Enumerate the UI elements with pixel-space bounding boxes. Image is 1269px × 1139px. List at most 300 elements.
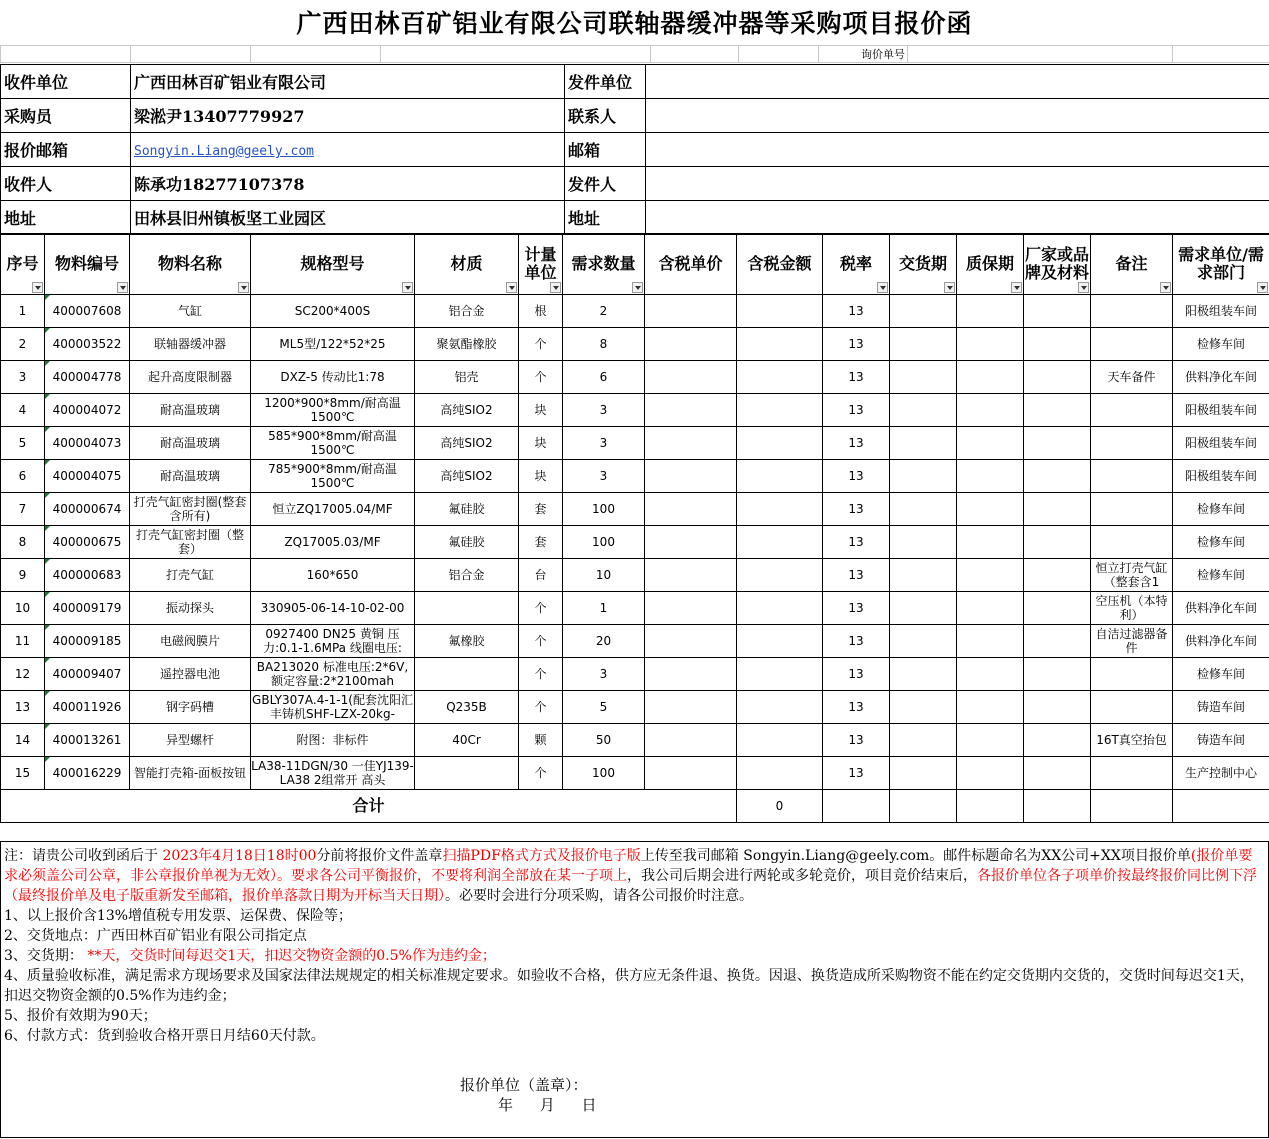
cell-spec[interactable]: 585*900*8mm/耐高温1500℃: [251, 427, 415, 460]
cell-no[interactable]: 12: [1, 658, 45, 691]
cell-dept[interactable]: 检修车间: [1173, 328, 1269, 361]
header-warranty: 质保期: [957, 234, 1024, 295]
cell-brand[interactable]: [1024, 460, 1091, 493]
cell-code[interactable]: 400009407: [45, 658, 130, 691]
cell-dept[interactable]: 铸造车间: [1173, 691, 1269, 724]
cell-unit[interactable]: 块: [519, 427, 563, 460]
text-number-marker-icon: [45, 295, 50, 300]
cell-delivery[interactable]: [890, 724, 957, 757]
cell-spec[interactable]: GBLY307A.4-1-1(配套沈阳汇丰铸机SHF-LZX-20kg-: [251, 691, 415, 724]
cell-price[interactable]: [645, 724, 737, 757]
table-row: [1, 394, 1269, 427]
cell-dept[interactable]: 供料净化车间: [1173, 361, 1269, 394]
cell-tax[interactable]: 13: [823, 724, 890, 757]
cell-price[interactable]: [645, 295, 737, 328]
total-row: [1, 790, 1269, 823]
cell-unit[interactable]: 套: [519, 493, 563, 526]
cell-spec[interactable]: 0927400 DN25 黄铜 压力:0.1-1.6MPa 线圈电压:: [251, 625, 415, 658]
cell-spec[interactable]: 附图：非标件: [251, 724, 415, 757]
filter-dropdown-icon[interactable]: [1160, 282, 1171, 293]
total-empty-cell[interactable]: [823, 790, 890, 823]
cell-warranty[interactable]: [957, 625, 1024, 658]
cell-unit[interactable]: 颗: [519, 724, 563, 757]
cell-price[interactable]: [645, 757, 737, 790]
cell-no[interactable]: 7: [1, 493, 45, 526]
cell-name[interactable]: 耐高温玻璃: [130, 460, 251, 493]
email-label: 报价邮箱: [1, 133, 131, 167]
filter-dropdown-icon[interactable]: [238, 282, 249, 293]
cell-material[interactable]: 高纯SIO2: [415, 427, 519, 460]
inquiry-row: [0, 45, 1269, 63]
cell-brand[interactable]: [1024, 493, 1091, 526]
cell-qty[interactable]: 1: [563, 592, 645, 625]
cell-material[interactable]: 铝壳: [415, 361, 519, 394]
cell-spec[interactable]: ML5型/122*52*25: [251, 328, 415, 361]
cell-qty[interactable]: 6: [563, 361, 645, 394]
notes-paragraph: 注：请贵公司收到函后于 2023年4月18日18时00分前将报价文件盖章扫描PDF格式方式及报价电子版上传至我司邮箱 Songyin.Liang@geely.com。邮件标题命名为XX公司+XX项目报价单(报价单要求必须盖公司公章，非公章报价单视为无效）。要求各公司平衡报价，不要将利润全部放在某一子项上，我公司后期会进行两轮或多轮竞价，项目竞价结束后，各报价单位各子项单价按最终报价同比例下浮（最终报价单及电子版重新发至邮箱，报价单落款日期为开标当天日期）。必要时会进行分项采购，请各公司报价时注意。: [4, 848, 1257, 904]
cell-brand[interactable]: [1024, 295, 1091, 328]
cell-amount[interactable]: [737, 328, 823, 361]
note-item-5: 5、报价有效期为90天；: [4, 1008, 157, 1024]
cell-note[interactable]: [1091, 328, 1173, 361]
cell-delivery[interactable]: [890, 394, 957, 427]
cell-amount[interactable]: [737, 724, 823, 757]
text-number-marker-icon: [45, 625, 50, 630]
recv-unit-value[interactable]: 广西田林百矿铝业有限公司: [131, 65, 565, 99]
cell-qty[interactable]: 3: [563, 427, 645, 460]
filter-dropdown-icon[interactable]: [117, 282, 128, 293]
cell-tax[interactable]: 13: [823, 427, 890, 460]
cell-tax[interactable]: 13: [823, 559, 890, 592]
email-link[interactable]: Songyin.Liang@geely.com: [134, 144, 315, 159]
total-empty-cell[interactable]: [957, 790, 1024, 823]
cell-code[interactable]: 400004073: [45, 427, 130, 460]
cell-price[interactable]: [645, 526, 737, 559]
cell-unit[interactable]: 个: [519, 361, 563, 394]
cell-note[interactable]: 空压机（本特利）: [1091, 592, 1173, 625]
cell-price[interactable]: [645, 592, 737, 625]
total-empty-cell[interactable]: [1173, 790, 1269, 823]
email-value[interactable]: [131, 133, 565, 167]
cell-unit[interactable]: 个: [519, 592, 563, 625]
cell-warranty[interactable]: [957, 295, 1024, 328]
cell-no[interactable]: 15: [1, 757, 45, 790]
filter-dropdown-icon[interactable]: [506, 282, 517, 293]
cell-material[interactable]: 40Cr: [415, 724, 519, 757]
cell-name[interactable]: 打壳气缸密封圈（整套）: [130, 526, 251, 559]
addr2-value[interactable]: [646, 201, 1269, 235]
cell-note[interactable]: [1091, 427, 1173, 460]
cell-warranty[interactable]: [957, 427, 1024, 460]
cell-code[interactable]: 400004778: [45, 361, 130, 394]
receiver-label: 收件人: [1, 167, 131, 201]
cell-tax[interactable]: 13: [823, 691, 890, 724]
cell-spec[interactable]: 160*650: [251, 559, 415, 592]
cell-qty[interactable]: 100: [563, 493, 645, 526]
cell-amount[interactable]: [737, 526, 823, 559]
cell-brand[interactable]: [1024, 328, 1091, 361]
cell-tax[interactable]: 13: [823, 295, 890, 328]
cell-warranty[interactable]: [957, 493, 1024, 526]
note-item-6: 6、付款方式：货到验收合格开票日月结60天付款。: [4, 1028, 325, 1044]
cell-material[interactable]: 氟硅胶: [415, 526, 519, 559]
cell-no[interactable]: 13: [1, 691, 45, 724]
cell-code[interactable]: 400000674: [45, 493, 130, 526]
cell-amount[interactable]: [737, 691, 823, 724]
cell-name[interactable]: 异型螺杆: [130, 724, 251, 757]
cell-note[interactable]: [1091, 658, 1173, 691]
cell-tax[interactable]: 13: [823, 757, 890, 790]
cell-name[interactable]: 耐高温玻璃: [130, 427, 251, 460]
cell-name[interactable]: 电磁阀膜片: [130, 625, 251, 658]
text-number-marker-icon: [45, 427, 50, 432]
cell-material[interactable]: 铝合金: [415, 295, 519, 328]
address-value[interactable]: 田林县旧州镇板坚工业园区: [131, 201, 565, 235]
cell-amount[interactable]: [737, 658, 823, 691]
text-number-marker-icon: [45, 724, 50, 729]
cell-delivery[interactable]: [890, 460, 957, 493]
cell-amount[interactable]: [737, 394, 823, 427]
cell-qty[interactable]: 2: [563, 295, 645, 328]
table-row: [1, 724, 1269, 757]
buyer-value[interactable]: 梁淞尹13407779927: [131, 99, 565, 133]
cell-brand[interactable]: [1024, 526, 1091, 559]
cell-qty[interactable]: 3: [563, 460, 645, 493]
cell-spec[interactable]: ZQ17005.03/MF: [251, 526, 415, 559]
cell-dept[interactable]: 阳极组装车间: [1173, 394, 1269, 427]
cell-unit[interactable]: 块: [519, 394, 563, 427]
cell-amount[interactable]: [737, 559, 823, 592]
table-row: [1, 691, 1269, 724]
cell-no[interactable]: 14: [1, 724, 45, 757]
cell-material[interactable]: 高纯SIO2: [415, 394, 519, 427]
cell-price[interactable]: [645, 427, 737, 460]
receiver-value[interactable]: 陈承功18277107378: [131, 167, 565, 201]
cell-no[interactable]: 8: [1, 526, 45, 559]
cell-tax[interactable]: 13: [823, 493, 890, 526]
cell-spec[interactable]: 785*900*8mm/耐高温1500℃: [251, 460, 415, 493]
addr2-label: 地址: [565, 201, 646, 235]
cell-unit[interactable]: 个: [519, 691, 563, 724]
cell-no[interactable]: 1: [1, 295, 45, 328]
cell-price[interactable]: [645, 559, 737, 592]
cell-code[interactable]: 400004072: [45, 394, 130, 427]
total-empty-cell[interactable]: [890, 790, 957, 823]
cell-warranty[interactable]: [957, 328, 1024, 361]
cell-no[interactable]: 4: [1, 394, 45, 427]
cell-price[interactable]: [645, 460, 737, 493]
cell-unit[interactable]: 个: [519, 757, 563, 790]
cell-warranty[interactable]: [957, 394, 1024, 427]
filter-dropdown-icon[interactable]: [632, 282, 643, 293]
cell-note[interactable]: [1091, 691, 1173, 724]
cell-code[interactable]: 400000683: [45, 559, 130, 592]
header-brand: 厂家或品牌及材料: [1024, 234, 1091, 295]
cell-brand[interactable]: [1024, 691, 1091, 724]
cell-name[interactable]: 振动探头: [130, 592, 251, 625]
cell-delivery[interactable]: [890, 295, 957, 328]
cell-dept[interactable]: 供料净化车间: [1173, 625, 1269, 658]
cell-note[interactable]: 16T真空抬包: [1091, 724, 1173, 757]
cell-unit[interactable]: 台: [519, 559, 563, 592]
cell-code[interactable]: 400004075: [45, 460, 130, 493]
cell-delivery[interactable]: [890, 757, 957, 790]
cell-tax[interactable]: 13: [823, 625, 890, 658]
table-row: [1, 295, 1269, 328]
cell-warranty[interactable]: [957, 592, 1024, 625]
cell-name[interactable]: 钢字码槽: [130, 691, 251, 724]
cell-name[interactable]: 联轴器缓冲器: [130, 328, 251, 361]
cell-tax[interactable]: 13: [823, 592, 890, 625]
cell-dept[interactable]: 检修车间: [1173, 658, 1269, 691]
cell-note[interactable]: [1091, 460, 1173, 493]
cell-name[interactable]: 气缸: [130, 295, 251, 328]
cell-brand[interactable]: [1024, 394, 1091, 427]
cell-note[interactable]: [1091, 526, 1173, 559]
cell-note[interactable]: [1091, 757, 1173, 790]
cell-dept[interactable]: 供料净化车间: [1173, 592, 1269, 625]
cell-brand[interactable]: [1024, 592, 1091, 625]
header-tax: 税率: [823, 234, 890, 295]
cell-delivery[interactable]: [890, 328, 957, 361]
cell-qty[interactable]: 8: [563, 328, 645, 361]
cell-amount[interactable]: [737, 361, 823, 394]
table-row: [1, 757, 1269, 790]
cell-no[interactable]: 2: [1, 328, 45, 361]
cell-no[interactable]: 6: [1, 460, 45, 493]
cell-qty[interactable]: 100: [563, 757, 645, 790]
table-row: [1, 559, 1269, 592]
total-empty-cell[interactable]: [1024, 790, 1091, 823]
cell-brand[interactable]: [1024, 757, 1091, 790]
header-dept: 需求单位/需求部门: [1173, 234, 1269, 295]
cell-note[interactable]: [1091, 394, 1173, 427]
filter-dropdown-icon[interactable]: [1011, 282, 1022, 293]
text-number-marker-icon: [45, 328, 50, 333]
cell-brand[interactable]: [1024, 724, 1091, 757]
cell-price[interactable]: [645, 691, 737, 724]
header-name: 物料名称: [130, 234, 251, 295]
cell-code[interactable]: 400013261: [45, 724, 130, 757]
cell-note[interactable]: 天车备件: [1091, 361, 1173, 394]
note-item-1: 1、以上报价含13%增值税专用发票、运保费、保险等；: [4, 908, 353, 924]
cell-code[interactable]: 400016229: [45, 757, 130, 790]
cell-warranty[interactable]: [957, 658, 1024, 691]
cell-tax[interactable]: 13: [823, 361, 890, 394]
cell-unit[interactable]: 个: [519, 658, 563, 691]
inquiry-no-value[interactable]: [908, 46, 1173, 63]
filter-dropdown-icon[interactable]: [402, 282, 413, 293]
cell-material[interactable]: [415, 592, 519, 625]
text-number-marker-icon: [45, 592, 50, 597]
cell-delivery[interactable]: [890, 361, 957, 394]
text-number-marker-icon: [45, 757, 50, 762]
cell-note[interactable]: 自洁过滤器备件: [1091, 625, 1173, 658]
cell-warranty[interactable]: [957, 460, 1024, 493]
cell-spec[interactable]: SC200*400S: [251, 295, 415, 328]
cell-spec[interactable]: 1200*900*8mm/耐高温1500℃: [251, 394, 415, 427]
cell-note[interactable]: 恒立打壳气缸（整套含1: [1091, 559, 1173, 592]
cell-qty[interactable]: 3: [563, 394, 645, 427]
cell-spec[interactable]: BA213020 标准电压:2*6V, 额定容量:2*2100mah: [251, 658, 415, 691]
cell-delivery[interactable]: [890, 691, 957, 724]
contact-value[interactable]: [646, 99, 1269, 133]
cell-price[interactable]: [645, 394, 737, 427]
cell-warranty[interactable]: [957, 691, 1024, 724]
cell-delivery[interactable]: [890, 526, 957, 559]
cell-qty[interactable]: 100: [563, 526, 645, 559]
cell-code[interactable]: 400011926: [45, 691, 130, 724]
cell-material[interactable]: 高纯SIO2: [415, 460, 519, 493]
text-number-marker-icon: [45, 526, 50, 531]
cell-dept[interactable]: 检修车间: [1173, 526, 1269, 559]
cell-price[interactable]: [645, 328, 737, 361]
cell-delivery[interactable]: [890, 592, 957, 625]
cell-amount[interactable]: [737, 460, 823, 493]
cell-code[interactable]: 400009179: [45, 592, 130, 625]
cell-price[interactable]: [645, 361, 737, 394]
cell-name[interactable]: 遥控器电池: [130, 658, 251, 691]
inquiry-no-label: 询价单号: [819, 46, 908, 63]
cell-no[interactable]: 9: [1, 559, 45, 592]
cell-dept[interactable]: 阳极组装车间: [1173, 460, 1269, 493]
cell-brand[interactable]: [1024, 559, 1091, 592]
note-item-3: 3、交货期： **天，交货时间每迟交1天，扣迟交物资金额的0.5%作为违约金；: [4, 948, 496, 964]
cell-warranty[interactable]: [957, 526, 1024, 559]
cell-amount[interactable]: [737, 625, 823, 658]
cell-material[interactable]: 铝合金: [415, 559, 519, 592]
header-note: 备注: [1091, 234, 1173, 295]
cell-warranty[interactable]: [957, 724, 1024, 757]
cell-material[interactable]: 氟橡胶: [415, 625, 519, 658]
signature-date: 年 月 日: [498, 1096, 597, 1114]
text-number-marker-icon: [45, 691, 50, 696]
cell-amount[interactable]: [737, 757, 823, 790]
cell-no[interactable]: 11: [1, 625, 45, 658]
cell-dept[interactable]: 检修车间: [1173, 493, 1269, 526]
cell-no[interactable]: 3: [1, 361, 45, 394]
cell-delivery[interactable]: [890, 658, 957, 691]
cell-tax[interactable]: 13: [823, 394, 890, 427]
filter-dropdown-icon[interactable]: [32, 282, 43, 293]
header-material: 材质: [415, 234, 519, 295]
cell-qty[interactable]: 3: [563, 658, 645, 691]
cell-delivery[interactable]: [890, 493, 957, 526]
cell-price[interactable]: [645, 493, 737, 526]
cell-qty[interactable]: 20: [563, 625, 645, 658]
cell-material[interactable]: 氟硅胶: [415, 493, 519, 526]
cell-warranty[interactable]: [957, 559, 1024, 592]
cell-spec[interactable]: LA38-11DGN/30 一佳YJ139-LA38 2组常开 高头: [251, 757, 415, 790]
cell-code[interactable]: 400007608: [45, 295, 130, 328]
cell-code[interactable]: 400003522: [45, 328, 130, 361]
cell-price[interactable]: [645, 658, 737, 691]
cell-dept[interactable]: 铸造车间: [1173, 724, 1269, 757]
cell-dept[interactable]: 检修车间: [1173, 559, 1269, 592]
cell-no[interactable]: 10: [1, 592, 45, 625]
cell-amount[interactable]: [737, 295, 823, 328]
cell-amount[interactable]: [737, 493, 823, 526]
cell-spec[interactable]: 330905-06-14-10-02-00: [251, 592, 415, 625]
cell-unit[interactable]: 块: [519, 460, 563, 493]
header-delivery: 交货期: [890, 234, 957, 295]
cell-amount[interactable]: [737, 427, 823, 460]
cell-qty[interactable]: 5: [563, 691, 645, 724]
cell-no[interactable]: 5: [1, 427, 45, 460]
cell-brand[interactable]: [1024, 361, 1091, 394]
cell-unit[interactable]: 根: [519, 295, 563, 328]
text-number-marker-icon: [45, 460, 50, 465]
cell-material[interactable]: Q235B: [415, 691, 519, 724]
cell-dept[interactable]: 阳极组装车间: [1173, 295, 1269, 328]
send-unit-value[interactable]: [646, 65, 1269, 99]
cell-unit[interactable]: 个: [519, 328, 563, 361]
cell-warranty[interactable]: [957, 757, 1024, 790]
cell-material[interactable]: 聚氨酯橡胶: [415, 328, 519, 361]
cell-delivery[interactable]: [890, 427, 957, 460]
notes-block: [0, 841, 1269, 1138]
filter-dropdown-icon[interactable]: [1078, 282, 1089, 293]
total-amount[interactable]: 0: [737, 790, 823, 823]
total-empty-cell[interactable]: [1091, 790, 1173, 823]
cell-material[interactable]: [415, 757, 519, 790]
contact-info-table: [0, 64, 1269, 235]
cell-note[interactable]: [1091, 493, 1173, 526]
cell-name[interactable]: 智能打壳箱-面板按钮: [130, 757, 251, 790]
filter-dropdown-icon[interactable]: [550, 282, 561, 293]
cell-name[interactable]: 起升高度限制器: [130, 361, 251, 394]
cell-unit[interactable]: 个: [519, 625, 563, 658]
cell-delivery[interactable]: [890, 559, 957, 592]
cell-dept[interactable]: 阳极组装车间: [1173, 427, 1269, 460]
cell-unit[interactable]: 套: [519, 526, 563, 559]
cell-tax[interactable]: 13: [823, 460, 890, 493]
cell-dept[interactable]: 生产控制中心: [1173, 757, 1269, 790]
cell-name[interactable]: 耐高温玻璃: [130, 394, 251, 427]
cell-delivery[interactable]: [890, 625, 957, 658]
cell-name[interactable]: 打壳气缸密封圈(整套含所有): [130, 493, 251, 526]
send-unit-label: 发件单位: [565, 65, 646, 99]
cell-tax[interactable]: 13: [823, 658, 890, 691]
table-row: [1, 658, 1269, 691]
cell-spec[interactable]: DXZ-5 传动比1:78: [251, 361, 415, 394]
cell-code[interactable]: 400000675: [45, 526, 130, 559]
cell-material[interactable]: [415, 658, 519, 691]
cell-tax[interactable]: 13: [823, 328, 890, 361]
cell-code[interactable]: 400009185: [45, 625, 130, 658]
note-item-2: 2、交货地点：广西田林百矿铝业有限公司指定点: [4, 928, 307, 944]
cell-amount[interactable]: [737, 592, 823, 625]
text-number-marker-icon: [45, 361, 50, 366]
filter-dropdown-icon[interactable]: [877, 282, 888, 293]
sender-value[interactable]: [646, 167, 1269, 201]
mail-value[interactable]: [646, 133, 1269, 167]
cell-qty[interactable]: 10: [563, 559, 645, 592]
cell-brand[interactable]: [1024, 427, 1091, 460]
items-table: [0, 233, 1269, 823]
cell-name[interactable]: 打壳气缸: [130, 559, 251, 592]
cell-spec[interactable]: 恒立ZQ17005.04/MF: [251, 493, 415, 526]
cell-qty[interactable]: 50: [563, 724, 645, 757]
filter-dropdown-icon[interactable]: [944, 282, 955, 293]
cell-note[interactable]: [1091, 295, 1173, 328]
cell-tax[interactable]: 13: [823, 526, 890, 559]
cell-price[interactable]: [645, 625, 737, 658]
cell-warranty[interactable]: [957, 361, 1024, 394]
cell-brand[interactable]: [1024, 658, 1091, 691]
filter-dropdown-icon[interactable]: [1257, 282, 1268, 293]
cell-brand[interactable]: [1024, 625, 1091, 658]
